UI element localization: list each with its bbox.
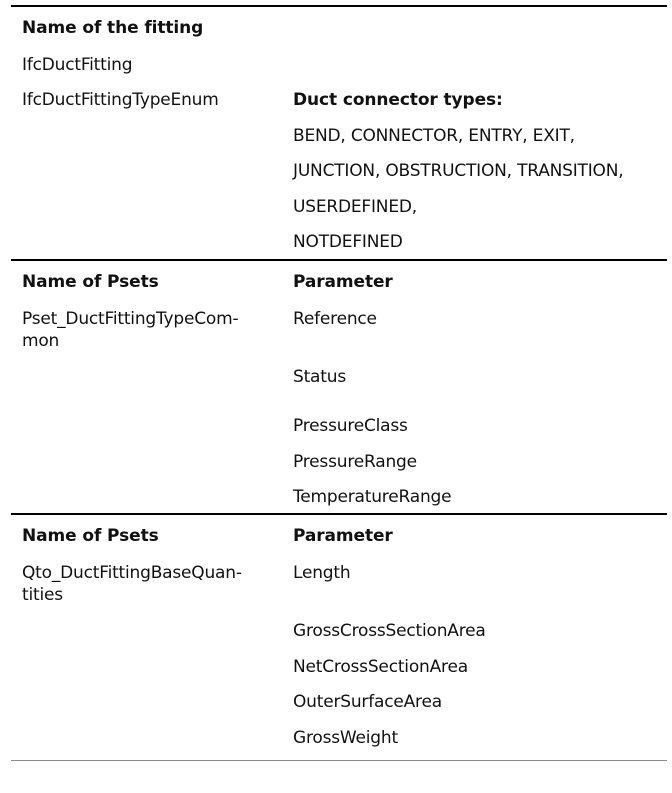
- pset-param-temperature-range: TemperatureRange: [293, 487, 452, 507]
- section1-header: Name of the fitting: [22, 18, 204, 38]
- qto-param-net-cross-section-area: NetCrossSectionArea: [293, 657, 468, 677]
- pset-name-line-2: mon: [22, 331, 60, 351]
- section3-header-right: Parameter: [293, 526, 393, 546]
- qto-param-length: Length: [293, 563, 351, 583]
- types-line-2: JUNCTION, OBSTRUCTION, TRANSITION,: [293, 161, 624, 181]
- pset-param-reference: Reference: [293, 309, 377, 329]
- qto-name-line-1: Qto_DuctFittingBaseQuan-: [22, 563, 242, 583]
- qto-param-outer-surface-area: OuterSurfaceArea: [293, 692, 442, 712]
- section2-header-right: Parameter: [293, 272, 393, 292]
- bottom-rule: [11, 760, 667, 761]
- qto-name-line-2: tities: [22, 585, 63, 605]
- section3-header-left: Name of Psets: [22, 526, 159, 546]
- section3-rule: [11, 513, 667, 515]
- section2-header-left: Name of Psets: [22, 272, 159, 292]
- pset-param-pressure-range: PressureRange: [293, 452, 417, 472]
- pset-name-line-1: Pset_DuctFittingTypeCom-: [22, 309, 239, 329]
- types-line-3: USERDEFINED,: [293, 197, 417, 217]
- types-line-1: BEND, CONNECTOR, ENTRY, EXIT,: [293, 126, 575, 146]
- pset-param-status: Status: [293, 367, 346, 387]
- section2-rule: [11, 259, 667, 261]
- types-line-4: NOTDEFINED: [293, 232, 403, 252]
- types-header: Duct connector types:: [293, 90, 503, 110]
- top-rule: [11, 5, 667, 7]
- pset-param-pressure-class: PressureClass: [293, 416, 408, 436]
- entity-name: IfcDuctFitting: [22, 55, 133, 75]
- qto-param-gross-weight: GrossWeight: [293, 728, 398, 748]
- qto-param-gross-cross-section-area: GrossCrossSectionArea: [293, 621, 486, 641]
- type-enum-name: IfcDuctFittingTypeEnum: [22, 90, 219, 110]
